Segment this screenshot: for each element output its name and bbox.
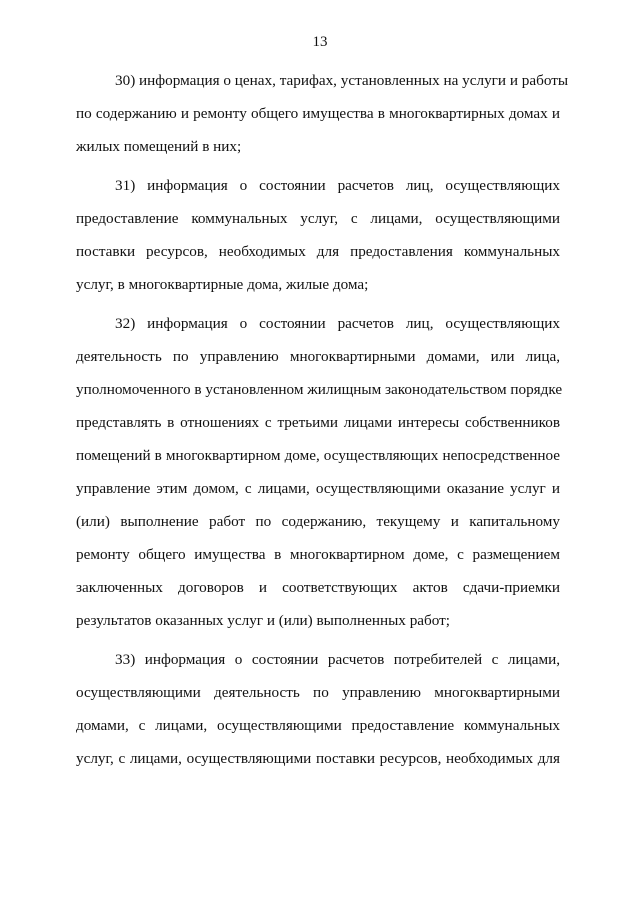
paragraph-32-line: 32) информация о состоянии расчетов лиц, осуществляющих [115, 315, 560, 332]
paragraph-32-line: уполномоченного в установленном жилищным законодательством порядке [76, 381, 563, 398]
paragraph-33-line: домами, с лицами, осуществляющими предоставление коммунальных [76, 717, 560, 734]
paragraph-30-line: 30) информация о ценах, тарифах, установленных на услуги и работы [115, 72, 569, 89]
paragraph-33-line: 33) информация о состоянии расчетов потребителей с лицами, [115, 651, 560, 668]
paragraph-32-line: деятельность по управлению многоквартирными домами, или лица, [76, 348, 560, 365]
page-number: 13 [312, 34, 328, 50]
paragraph-33-line: услуг, с лицами, осуществляющими поставки ресурсов, необходимых для [76, 750, 560, 767]
paragraph-30-line: жилых помещений в них; [76, 138, 242, 155]
paragraph-31-line: поставки ресурсов, необходимых для предоставления коммунальных [76, 243, 560, 260]
paragraph-33-line: осуществляющими деятельность по управлению многоквартирными [76, 684, 560, 701]
paragraph-32-line: представлять в отношениях с третьими лицами интересы собственников [76, 414, 560, 431]
paragraph-31-line: услуг, в многоквартирные дома, жилые дома; [76, 276, 369, 293]
paragraph-31-line: предоставление коммунальных услуг, с лицами, осуществляющими [76, 210, 560, 227]
paragraph-32-line: (или) выполнение работ по содержанию, текущему и капитальному [76, 513, 560, 530]
paragraph-32-line: ремонту общего имущества в многоквартирном доме, с размещением [76, 546, 560, 563]
paragraph-31-line: 31) информация о состоянии расчетов лиц, осуществляющих [115, 177, 560, 194]
paragraph-32-line: помещений в многоквартирном доме, осуществляющих непосредственное [76, 447, 560, 464]
paragraph-30-line: по содержанию и ремонту общего имущества в многоквартирных домах и [76, 105, 560, 122]
paragraph-32-line: управление этим домом, с лицами, осуществляющими оказание услуг и [76, 480, 560, 497]
paragraph-32-line: заключенных договоров и соответствующих актов сдачи-приемки [76, 579, 560, 596]
paragraph-32-line: результатов оказанных услуг и (или) выполненных работ; [76, 612, 451, 629]
